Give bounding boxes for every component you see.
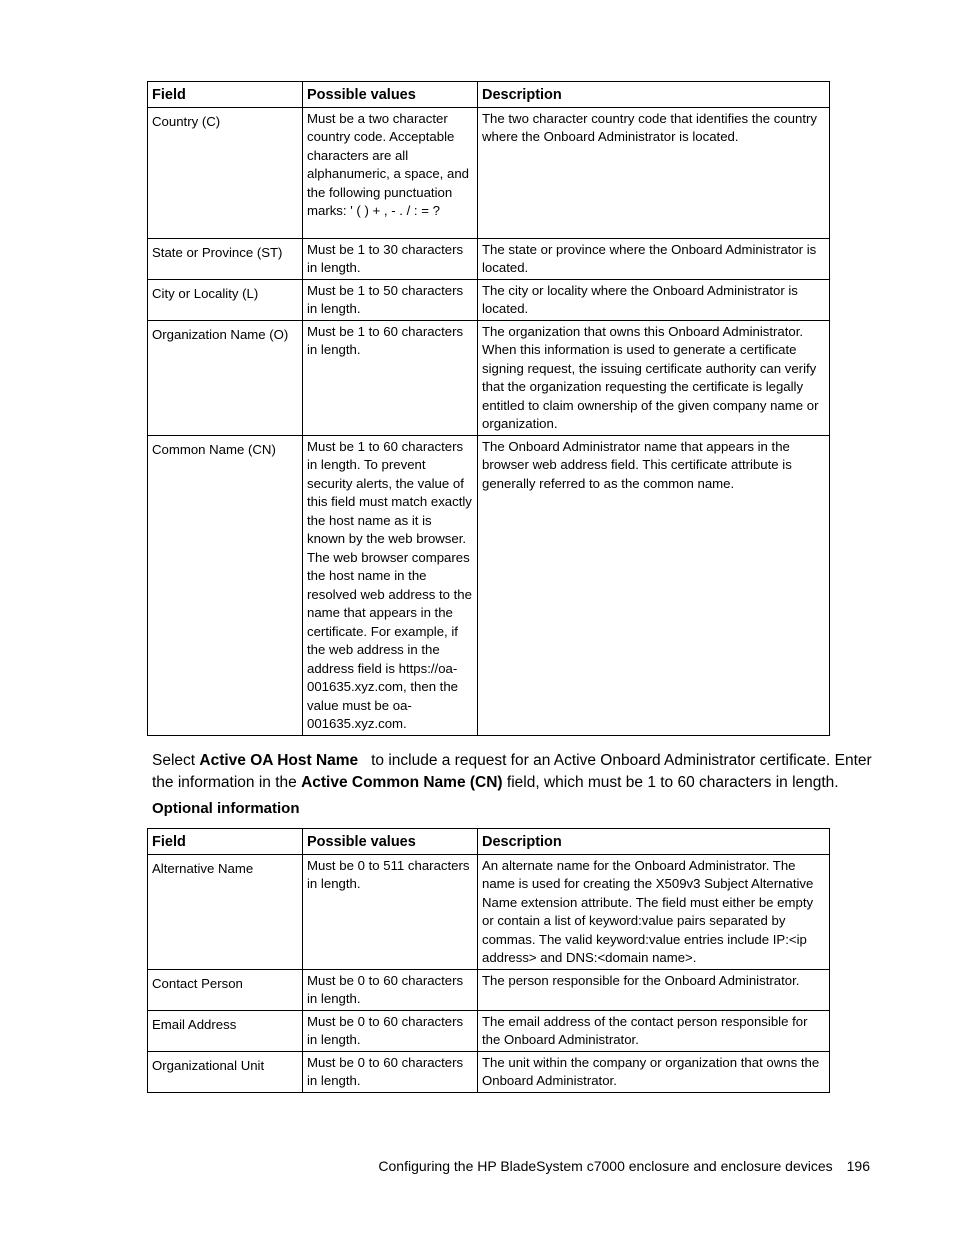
table-row-state bbox=[148, 238, 830, 279]
description-cell: The unit within the company or organization that owns the Onboard Administrator. bbox=[478, 1051, 830, 1092]
field-cell: Organizational Unit bbox=[148, 1051, 303, 1092]
values-cell: Must be 0 to 60 characters in length. bbox=[303, 969, 478, 1010]
table-row-common-name bbox=[148, 435, 830, 735]
optional-information-heading: Optional information bbox=[152, 800, 300, 817]
values-cell: Must be 1 to 60 characters in length. To prevent security alerts, the value of this field must match exactly the host name as it is known by the web browser. The web browser compares the host name in the resolved web address to the name that appears in the certificate. For example, if the web address in the address field is https://oa-001635.xyz.com, then the value must be oa-001635.xyz.com. bbox=[303, 435, 478, 735]
description-cell: The email address of the contact person responsible for the Onboard Administrator. bbox=[478, 1010, 830, 1051]
field-cell: Alternative Name bbox=[148, 854, 303, 969]
column-header-description: Description bbox=[478, 82, 830, 108]
description-cell: The two character country code that identifies the country where the Onboard Administrator is located. bbox=[478, 107, 830, 238]
paragraph-text: Select bbox=[152, 752, 200, 769]
description-cell: The person responsible for the Onboard Administrator. bbox=[478, 969, 830, 1010]
field-cell: Contact Person bbox=[148, 969, 303, 1010]
values-cell: Must be 1 to 50 characters in length. bbox=[303, 279, 478, 320]
ui-term-active-oa-host-name: Active OA Host Name bbox=[199, 752, 359, 769]
field-cell: City or Locality (L) bbox=[148, 279, 303, 320]
table-row-city bbox=[148, 279, 830, 320]
table-row-organization bbox=[148, 320, 830, 435]
description-cell: The Onboard Administrator name that appears in the browser web address field. This certificate attribute is generally referred to as the common name. bbox=[478, 435, 830, 735]
column-header-field: Field bbox=[148, 829, 303, 855]
values-cell: Must be 0 to 60 characters in length. bbox=[303, 1051, 478, 1092]
description-cell: The organization that owns this Onboard Administrator. When this information is used to generate a certificate signing request, the issuing certificate authority can verify that the organization requesting the certificate is legally entitled to claim ownership of the given company name or organization. bbox=[478, 320, 830, 435]
field-cell: Email Address bbox=[148, 1010, 303, 1051]
footer-chapter-title: Configuring the HP BladeSystem c7000 enclosure and enclosure devices bbox=[378, 1158, 833, 1174]
description-cell: An alternate name for the Onboard Administrator. The name is used for creating the X509v3 Subject Alternative Name extension attribute. The field must either be empty or contain a list of keyword:value pairs separated by commas. The valid keyword:value entries include IP:<ip address> and DNS:<domain name>. bbox=[478, 854, 830, 969]
field-cell: Country (C) bbox=[148, 107, 303, 238]
table-header-row bbox=[148, 82, 830, 108]
field-cell: Common Name (CN) bbox=[148, 435, 303, 735]
paragraph-text: field, which must be 1 to 60 characters in length. bbox=[502, 773, 839, 791]
table-row-country bbox=[148, 107, 830, 238]
table-row-email-address bbox=[148, 1010, 830, 1051]
values-cell: Must be a two character country code. Acceptable characters are all alphanumeric, a space, and the following punctuation marks: ' ( ) + , - . / : = ? bbox=[303, 107, 478, 238]
page-number: 196 bbox=[846, 1158, 870, 1174]
values-cell: Must be 0 to 511 characters in length. bbox=[303, 854, 478, 969]
certificate-required-fields-table bbox=[147, 81, 830, 736]
field-cell: Organization Name (O) bbox=[148, 320, 303, 435]
column-header-possible-values: Possible values bbox=[303, 829, 478, 855]
column-header-field: Field bbox=[148, 82, 303, 108]
values-cell: Must be 1 to 60 characters in length. bbox=[303, 320, 478, 435]
page-footer bbox=[378, 1158, 870, 1174]
certificate-optional-fields-table bbox=[147, 828, 830, 1093]
description-cell: The state or province where the Onboard Administrator is located. bbox=[478, 238, 830, 279]
paragraph-text: to include a request for an Active Onboard Administrator certificate. Enter the information in the bbox=[152, 752, 876, 791]
column-header-description: Description bbox=[478, 829, 830, 855]
table-header-row bbox=[148, 829, 830, 855]
values-cell: Must be 0 to 60 characters in length. bbox=[303, 1010, 478, 1051]
values-cell: Must be 1 to 30 characters in length. bbox=[303, 238, 478, 279]
instruction-paragraph bbox=[152, 750, 882, 793]
field-cell: State or Province (ST) bbox=[148, 238, 303, 279]
table-row-organizational-unit bbox=[148, 1051, 830, 1092]
description-cell: The city or locality where the Onboard Administrator is located. bbox=[478, 279, 830, 320]
ui-term-active-common-name: Active Common Name (CN) bbox=[301, 773, 503, 791]
table-row-contact-person bbox=[148, 969, 830, 1010]
column-header-possible-values: Possible values bbox=[303, 82, 478, 108]
table-row-alternative-name bbox=[148, 854, 830, 969]
